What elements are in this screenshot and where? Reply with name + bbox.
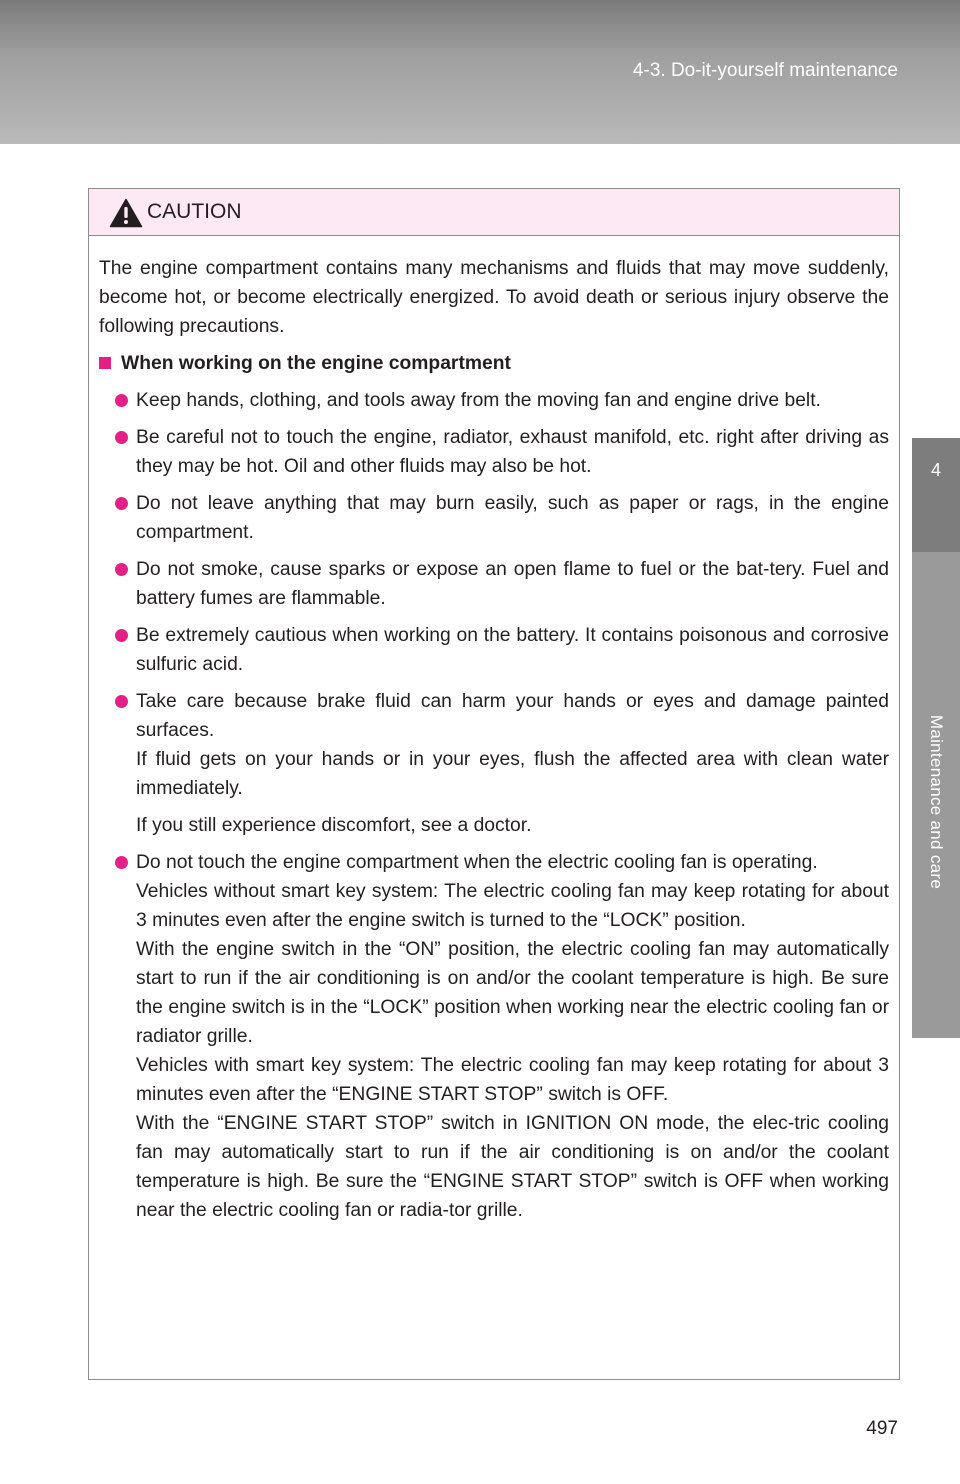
list-item-continuation: With the engine switch in the “ON” position, the electric cooling fan may automatically start to run if the air conditioning is on and/or the coolant temperature is high. Be sure the engine switch is in the “LOCK” position when working near the electric cooling fan or radiator grille.	[136, 939, 889, 1047]
list-item-continuation: Vehicles without smart key system: The electric cooling fan may keep rotating for about 3 minutes even after the engine switch is turned to the “LOCK” position.	[136, 881, 889, 931]
section-title: 4-3. Do-it-yourself maintenance	[632, 60, 898, 81]
list-item-continuation: If you still experience discomfort, see a doctor.	[136, 815, 532, 836]
subheading-text: When working on the engine compartment	[121, 353, 511, 374]
list-item	[99, 687, 889, 840]
round-bullet-icon	[115, 431, 128, 444]
list-item-text: Do not smoke, cause sparks or expose an open flame to fuel or the bat-tery. Fuel and battery fumes are flammable.	[136, 559, 889, 609]
list-item-text: Do not leave anything that may burn easily, such as paper or rags, in the engine compartment.	[136, 493, 889, 543]
list-item-continuation: With the “ENGINE START STOP” switch in IGNITION ON mode, the elec-tric cooling fan may automatically start to run if the air conditioning is on and/or the coolant temperature is high. Be sure the “ENGINE START STOP” switch is OFF when working near the electric cooling fan or radia-tor grille.	[136, 1113, 889, 1221]
round-bullet-icon	[115, 629, 128, 642]
warning-triangle-icon	[109, 198, 143, 228]
caution-header	[89, 189, 899, 236]
list-item-text: Take care because brake fluid can harm your hands or eyes and damage painted surfaces.	[136, 691, 889, 741]
round-bullet-icon	[115, 856, 128, 869]
header-band	[0, 0, 960, 144]
chapter-side-tab	[912, 438, 960, 1038]
list-item-text: Be extremely cautious when working on the battery. It contains poisonous and corrosive sulfuric acid.	[136, 625, 889, 675]
list-item-continuation: Vehicles with smart key system: The electric cooling fan may keep rotating for about 3 minutes even after the “ENGINE START STOP” switch is OFF.	[136, 1055, 889, 1105]
list-item	[99, 386, 889, 415]
list-item-text: Be careful not to touch the engine, radiator, exhaust manifold, etc. right after driving as they may be hot. Oil and other fluids may also be hot.	[136, 427, 889, 477]
caution-subheading	[99, 349, 889, 378]
round-bullet-icon	[115, 394, 128, 407]
chapter-number-block	[912, 438, 960, 552]
list-item	[99, 555, 889, 613]
round-bullet-icon	[115, 563, 128, 576]
caution-box	[88, 188, 900, 1380]
list-item	[99, 423, 889, 481]
caution-intro: The engine compartment contains many mechanisms and fluids that may move suddenly, become hot, or become electrically energized. To avoid death or serious injury observe the following precautions.	[99, 258, 889, 337]
caution-title: CAUTION	[147, 200, 242, 223]
list-item-text: Do not touch the engine compartment when the electric cooling fan is operating.	[136, 852, 818, 873]
chapter-number: 4	[930, 460, 941, 480]
list-item-continuation: If fluid gets on your hands or in your eyes, flush the affected area with clean water immediately.	[136, 749, 889, 799]
square-bullet-icon	[99, 357, 111, 369]
list-item	[99, 848, 889, 1225]
list-item	[99, 489, 889, 547]
chapter-title: Maintenance and care	[927, 714, 946, 890]
list-item-text: Keep hands, clothing, and tools away from the moving fan and engine drive belt.	[136, 390, 821, 411]
list-item	[99, 621, 889, 679]
round-bullet-icon	[115, 497, 128, 510]
page-number: 497	[866, 1418, 898, 1439]
round-bullet-icon	[115, 695, 128, 708]
caution-body	[89, 236, 899, 1225]
